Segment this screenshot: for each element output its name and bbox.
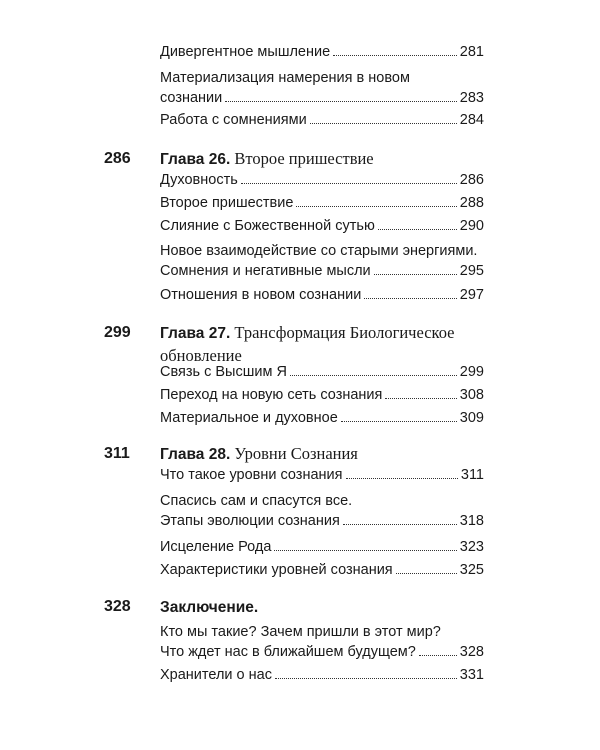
entry-title: Работа с сомнениями (160, 112, 307, 128)
toc-entry[interactable] (160, 285, 484, 305)
page-number: 328 (459, 644, 484, 660)
entry-title: Связь с Высшим Я (160, 364, 287, 380)
page-number: 323 (459, 539, 484, 555)
chapter-page-number: 286 (104, 150, 131, 167)
toc-entry[interactable] (160, 465, 484, 485)
toc-entry[interactable] (160, 193, 484, 213)
toc-entry[interactable] (160, 408, 484, 428)
entry-title-line2: Этапы эволюции сознания (160, 513, 340, 529)
entry-title-line1: Новое взаимодействие со старыми энергиями. (160, 243, 478, 259)
leader-dots (333, 55, 457, 56)
chapter-title (160, 322, 490, 367)
leader-dots (385, 398, 456, 399)
entry-title: Материальное и духовное (160, 410, 338, 426)
entry-title: Духовность (160, 172, 238, 188)
chapter-page-number: 328 (104, 598, 131, 615)
toc-entry[interactable] (160, 560, 484, 580)
page-number: 290 (459, 218, 484, 234)
entry-title-line1: Материализация намерения в новом (160, 70, 410, 86)
chapter-label: Глава 28. (160, 446, 231, 463)
entry-title: Исцеление Рода (160, 539, 272, 555)
page-number: 318 (459, 513, 484, 529)
leader-dots (364, 298, 456, 299)
chapter-title (160, 443, 490, 466)
entry-title: Характеристики уровней сознания (160, 562, 393, 578)
entry-title-line1: Спасись сам и спасутся все. (160, 493, 353, 509)
leader-dots (290, 375, 457, 376)
page-number: 284 (459, 112, 484, 128)
page-number: 283 (459, 90, 484, 106)
chapter-name: Уровни Сознания (230, 444, 358, 463)
page-number: 325 (459, 562, 484, 578)
toc-entry[interactable] (160, 491, 484, 531)
entry-title-line2: сознании (160, 90, 223, 106)
leader-dots (396, 573, 457, 574)
chapter-label: Глава 26. (160, 151, 231, 168)
toc-entry[interactable] (160, 241, 484, 281)
page-number: 297 (459, 287, 484, 303)
toc-entry[interactable] (160, 170, 484, 190)
entry-title: Хранители о нас (160, 667, 272, 683)
page-number: 295 (459, 263, 484, 279)
entry-title: Второе пришествие (160, 195, 294, 211)
chapter-title (160, 148, 490, 171)
leader-dots (296, 206, 456, 207)
page-number: 299 (459, 364, 484, 380)
page-number: 309 (459, 410, 484, 426)
leader-dots (274, 550, 456, 551)
leader-dots (241, 183, 457, 184)
leader-dots (346, 478, 458, 479)
chapter-title (160, 596, 490, 619)
leader-dots (275, 678, 457, 679)
leader-dots (374, 274, 457, 275)
page-number: 286 (459, 172, 484, 188)
entry-title-line2: Сомнения и негативные мысли (160, 263, 371, 279)
chapter-label: Заключение. (160, 599, 259, 616)
entry-title: Отношения в новом сознании (160, 287, 362, 303)
entry-title-line2: Что ждет нас в ближайшем будущем? (160, 644, 416, 660)
page-number: 311 (460, 467, 484, 483)
toc-entry[interactable] (160, 665, 484, 685)
toc-entry[interactable] (160, 385, 484, 405)
chapter-page-number: 299 (104, 324, 131, 341)
entry-title: Слияние с Божественной сутью (160, 218, 375, 234)
toc-entry[interactable] (160, 362, 484, 382)
leader-dots (341, 421, 457, 422)
chapter-name: Второе пришествие (230, 149, 374, 168)
toc-entry[interactable] (160, 42, 484, 62)
leader-dots (419, 655, 457, 656)
toc-entry[interactable] (160, 110, 484, 130)
leader-dots (378, 229, 457, 230)
toc-entry[interactable] (160, 68, 484, 108)
page-number: 308 (459, 387, 484, 403)
entry-title: Дивергентное мышление (160, 44, 331, 60)
leader-dots (310, 123, 457, 124)
leader-dots (343, 524, 457, 525)
page-number: 281 (459, 44, 484, 60)
page-number: 288 (459, 195, 484, 211)
leader-dots (225, 101, 457, 102)
chapter-name: Трансформация Биологическое обновление (160, 323, 455, 365)
toc-entry[interactable] (160, 622, 484, 662)
page-number: 331 (459, 667, 484, 683)
toc-entry[interactable] (160, 216, 484, 236)
chapter-page-number: 311 (104, 445, 130, 462)
chapter-label: Глава 27. (160, 325, 231, 342)
entry-title-line1: Кто мы такие? Зачем пришли в этот мир? (160, 624, 441, 640)
toc-entry[interactable] (160, 537, 484, 557)
entry-title: Что такое уровни сознания (160, 467, 343, 483)
entry-title: Переход на новую сеть сознания (160, 387, 383, 403)
